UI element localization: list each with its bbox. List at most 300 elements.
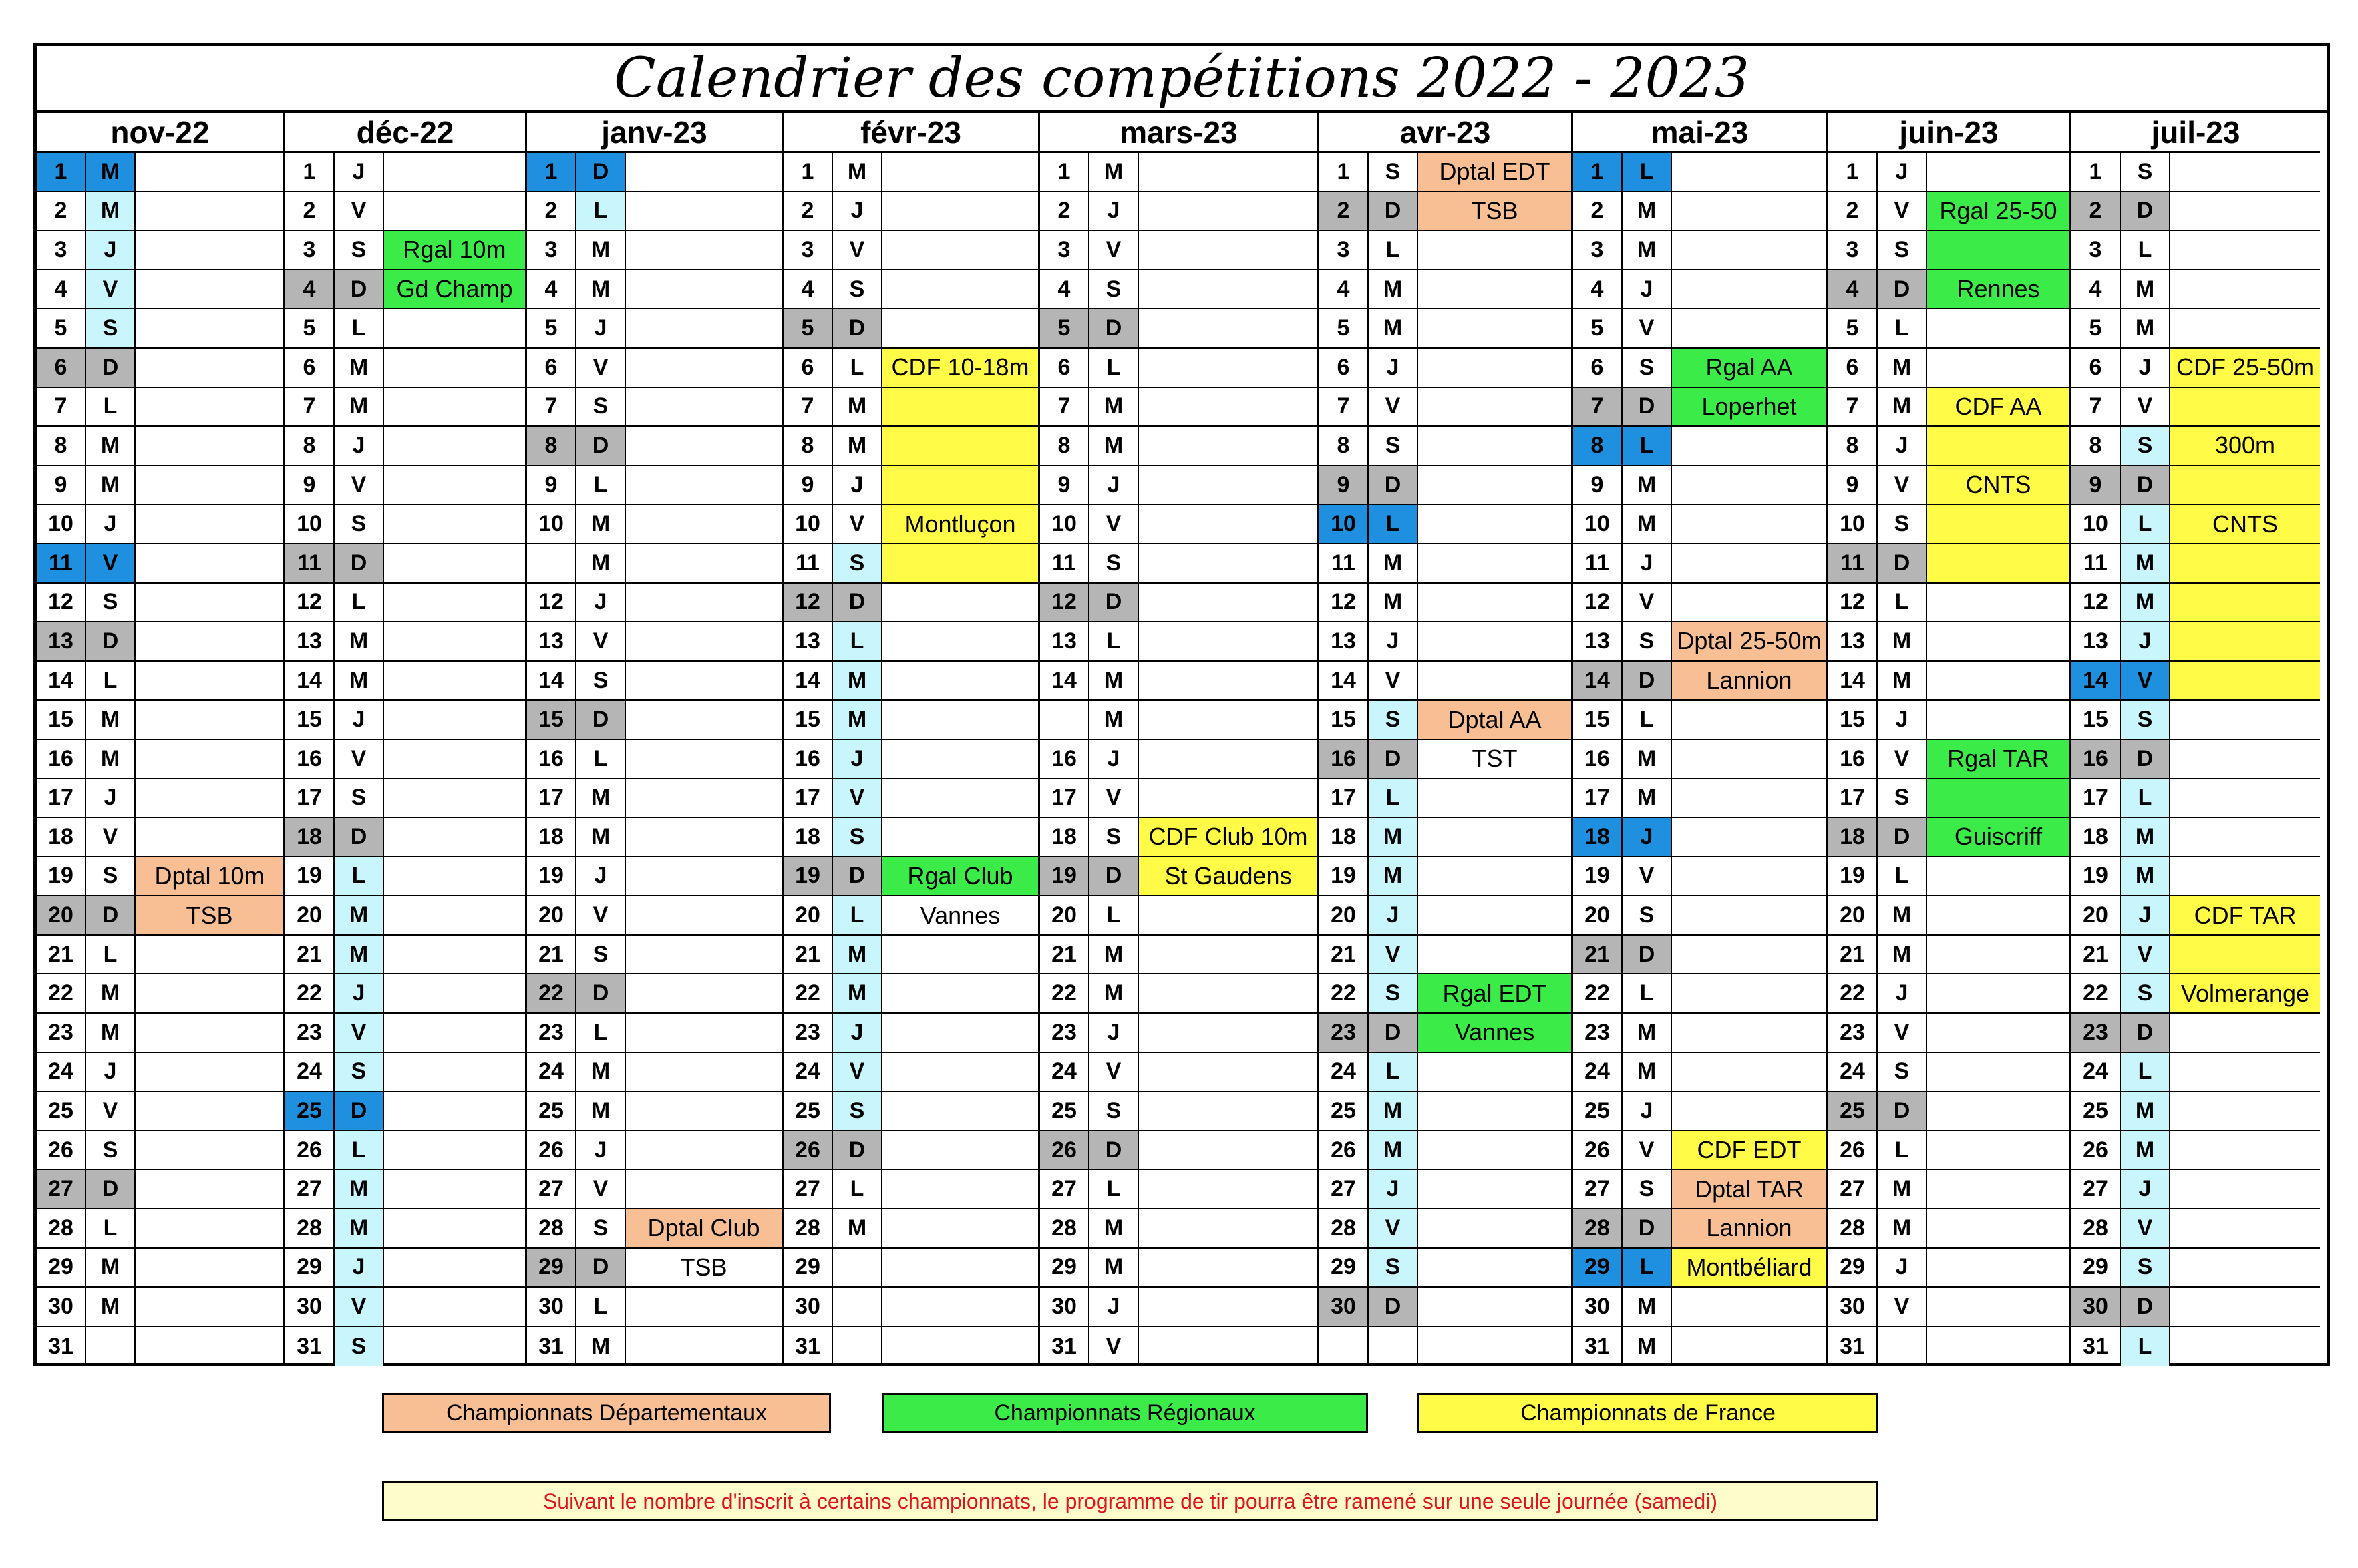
day-number: 31 xyxy=(1573,1327,1623,1366)
day-row xyxy=(527,1014,782,1053)
day-row xyxy=(1573,231,1826,270)
event-cell: CDF EDT xyxy=(1672,1131,1826,1169)
day-row xyxy=(285,309,525,349)
day-number: 18 xyxy=(1040,818,1089,856)
day-row xyxy=(527,936,782,975)
weekday: L xyxy=(576,1014,626,1052)
day-number: 20 xyxy=(1573,896,1623,934)
weekday: V xyxy=(86,818,136,856)
event-cell xyxy=(1672,701,1826,739)
day-number: 19 xyxy=(1573,857,1623,896)
day-number: 14 xyxy=(1573,662,1623,700)
event-cell xyxy=(384,818,525,856)
day-number: 20 xyxy=(784,896,833,934)
day-row xyxy=(1828,662,2069,701)
weekday: L xyxy=(1878,857,1927,896)
day-row xyxy=(1319,1131,1571,1171)
day-row xyxy=(1319,1170,1571,1209)
weekday: M xyxy=(2121,544,2170,582)
event-cell xyxy=(626,388,782,426)
weekday: J xyxy=(1623,1092,1672,1130)
weekday: V xyxy=(2121,388,2170,426)
day-row xyxy=(784,936,1038,975)
day-number: 10 xyxy=(1040,505,1089,543)
day-row xyxy=(1040,1014,1317,1053)
day-row xyxy=(2071,818,2320,857)
weekday: S xyxy=(2121,701,2170,739)
day-number: 12 xyxy=(1040,584,1089,622)
event-cell xyxy=(1927,974,2069,1012)
weekday: S xyxy=(576,1209,626,1247)
day-number: 31 xyxy=(1828,1327,1878,1366)
weekday: J xyxy=(2121,896,2170,934)
event-cell xyxy=(626,270,782,309)
day-number: 5 xyxy=(285,309,335,347)
day-number: 21 xyxy=(527,936,576,974)
event-cell xyxy=(882,1014,1038,1052)
event-cell xyxy=(1139,270,1317,309)
weekday: L xyxy=(576,1288,626,1326)
day-row xyxy=(1319,270,1571,310)
day-number: 28 xyxy=(1319,1209,1369,1247)
day-number: 8 xyxy=(1319,427,1369,465)
day-row xyxy=(784,1053,1038,1093)
day-number: 11 xyxy=(784,544,833,582)
weekday: M xyxy=(335,662,384,700)
weekday: D xyxy=(335,270,384,309)
day-number: 8 xyxy=(1040,427,1089,465)
event-cell xyxy=(1418,349,1571,387)
day-row xyxy=(1040,1092,1317,1131)
event-cell xyxy=(384,349,525,387)
weekday: M xyxy=(1623,1014,1672,1052)
event-cell xyxy=(2170,1014,2320,1052)
event-cell xyxy=(1139,505,1317,543)
event-cell xyxy=(384,1131,525,1169)
day-row xyxy=(784,231,1038,270)
weekday: M xyxy=(1369,544,1418,582)
event-cell xyxy=(1418,544,1571,582)
event-cell xyxy=(136,1327,283,1366)
weekday: D xyxy=(576,974,626,1012)
day-row xyxy=(784,701,1038,740)
day-number: 21 xyxy=(784,936,833,974)
event-cell xyxy=(882,466,1038,504)
day-number: 20 xyxy=(527,896,576,934)
day-row xyxy=(1040,701,1317,740)
day-row xyxy=(1040,544,1317,584)
day-row xyxy=(37,1131,283,1171)
day-number: 27 xyxy=(1828,1170,1878,1208)
weekday: L xyxy=(1878,309,1927,347)
day-number: 5 xyxy=(784,309,833,347)
day-row xyxy=(37,974,283,1014)
event-cell xyxy=(626,427,782,465)
weekday: M xyxy=(1623,1327,1672,1366)
day-number: 21 xyxy=(2071,936,2121,974)
weekday: S xyxy=(1369,974,1418,1012)
weekday: S xyxy=(2121,974,2170,1012)
weekday: L xyxy=(1369,779,1418,817)
day-number: 7 xyxy=(1040,388,1089,426)
day-number: 28 xyxy=(2071,1209,2121,1247)
day-row xyxy=(1828,896,2069,936)
day-number: 2 xyxy=(1573,192,1623,230)
day-row xyxy=(285,231,525,270)
weekday: M xyxy=(1878,388,1927,426)
event-cell xyxy=(136,1014,283,1052)
day-number: 17 xyxy=(1040,779,1089,817)
weekday: M xyxy=(1369,584,1418,622)
weekday: L xyxy=(335,857,384,896)
day-number: 20 xyxy=(1040,896,1089,934)
day-number: 19 xyxy=(1828,857,1878,896)
day-number: 7 xyxy=(784,388,833,426)
event-cell xyxy=(136,192,283,230)
weekday: V xyxy=(1878,740,1927,778)
day-row xyxy=(2071,1053,2320,1093)
weekday: M xyxy=(576,818,626,856)
weekday: M xyxy=(86,740,136,778)
day-row xyxy=(1573,701,1826,740)
weekday: D xyxy=(335,1092,384,1130)
day-number: 24 xyxy=(1828,1053,1878,1091)
day-row xyxy=(37,818,283,857)
event-cell xyxy=(882,1170,1038,1208)
day-number: 1 xyxy=(1828,153,1878,191)
weekday: L xyxy=(86,936,136,974)
day-row xyxy=(1040,153,1317,192)
day-number: 27 xyxy=(1573,1170,1623,1208)
event-cell xyxy=(1139,349,1317,387)
day-number: 14 xyxy=(1040,662,1089,700)
event-cell: Rennes xyxy=(1927,270,2069,309)
weekday: M xyxy=(833,701,882,739)
event-cell xyxy=(136,388,283,426)
day-row xyxy=(1040,974,1317,1014)
day-number: 23 xyxy=(2071,1014,2121,1052)
event-cell xyxy=(1418,505,1571,543)
day-number: 21 xyxy=(1040,936,1089,974)
event-cell xyxy=(882,779,1038,817)
day-row xyxy=(784,622,1038,662)
event-cell: Dptal Club xyxy=(626,1209,782,1247)
event-cell xyxy=(1927,857,2069,896)
day-row xyxy=(1828,505,2069,544)
day-number: 23 xyxy=(1573,1014,1623,1052)
day-row xyxy=(1319,857,1571,897)
day-row xyxy=(1828,1131,2069,1171)
event-cell xyxy=(384,544,525,582)
day-number: 7 xyxy=(285,388,335,426)
weekday: M xyxy=(833,153,882,191)
day-row xyxy=(1828,1014,2069,1053)
weekday: J xyxy=(833,192,882,230)
day-row xyxy=(784,896,1038,936)
weekday: L xyxy=(576,466,626,504)
day-number: 1 xyxy=(784,153,833,191)
event-cell xyxy=(1927,309,2069,347)
weekday: M xyxy=(576,270,626,309)
event-cell xyxy=(384,1014,525,1052)
day-number: 4 xyxy=(527,270,576,309)
day-number: 23 xyxy=(1319,1014,1369,1052)
weekday: M xyxy=(833,388,882,426)
event-cell xyxy=(384,1209,525,1247)
day-number: 12 xyxy=(1319,584,1369,622)
weekday: M xyxy=(833,1209,882,1247)
day-number: 3 xyxy=(285,231,335,269)
day-number: 10 xyxy=(2071,505,2121,543)
day-row xyxy=(1573,349,1826,388)
day-row xyxy=(37,388,283,427)
event-cell xyxy=(2170,936,2320,974)
event-cell: Rgal AA xyxy=(1672,349,1826,387)
day-row xyxy=(1319,622,1571,662)
event-cell: Loperhet xyxy=(1672,388,1826,426)
day-number: 6 xyxy=(37,349,86,387)
day-number: 5 xyxy=(1319,309,1369,347)
event-cell xyxy=(1139,544,1317,582)
day-number: 9 xyxy=(2071,466,2121,504)
weekday: L xyxy=(1369,1053,1418,1091)
event-cell xyxy=(136,936,283,974)
month-header: juil-23 xyxy=(2071,113,2320,153)
day-row xyxy=(1573,584,1826,623)
weekday: L xyxy=(1623,1249,1672,1287)
day-number: 1 xyxy=(1319,153,1369,191)
day-number: 16 xyxy=(1573,740,1623,778)
day-number: 15 xyxy=(527,701,576,739)
event-cell xyxy=(1139,309,1317,347)
weekday: S xyxy=(335,1327,384,1366)
day-number: 28 xyxy=(1573,1209,1623,1247)
day-number: 22 xyxy=(37,974,86,1012)
day-number: 4 xyxy=(285,270,335,309)
day-number: 8 xyxy=(37,427,86,465)
day-row xyxy=(1040,936,1317,975)
day-number: 7 xyxy=(2071,388,2121,426)
weekday: D xyxy=(576,153,626,191)
event-cell xyxy=(882,1092,1038,1130)
event-cell xyxy=(1418,1053,1571,1091)
weekday: V xyxy=(576,1170,626,1208)
event-cell xyxy=(1418,584,1571,622)
day-number: 6 xyxy=(1573,349,1623,387)
weekday: J xyxy=(833,466,882,504)
weekday: S xyxy=(833,1092,882,1130)
day-number: 19 xyxy=(1319,857,1369,896)
day-row xyxy=(1040,1131,1317,1171)
day-number: 30 xyxy=(527,1288,576,1326)
day-row xyxy=(1828,192,2069,232)
month-column xyxy=(1828,113,2071,1366)
day-row xyxy=(37,505,283,544)
day-number: 30 xyxy=(285,1288,335,1326)
day-number: 8 xyxy=(285,427,335,465)
day-row xyxy=(285,1249,525,1288)
day-number: 25 xyxy=(37,1092,86,1130)
weekday: J xyxy=(1369,896,1418,934)
weekday: V xyxy=(1878,1288,1927,1326)
day-row xyxy=(285,896,525,936)
day-number: 17 xyxy=(1828,779,1878,817)
event-cell xyxy=(1418,1249,1571,1287)
weekday: M xyxy=(86,1288,136,1326)
day-row xyxy=(1573,388,1826,427)
weekday: M xyxy=(576,1053,626,1091)
day-number: 24 xyxy=(784,1053,833,1091)
weekday: V xyxy=(86,544,136,582)
event-cell xyxy=(1139,662,1317,700)
day-number: 6 xyxy=(285,349,335,387)
day-row xyxy=(2071,309,2320,349)
event-cell xyxy=(1672,192,1826,230)
day-number: 3 xyxy=(1040,231,1089,269)
weekday: L xyxy=(1878,584,1927,622)
event-cell xyxy=(1139,466,1317,504)
day-row xyxy=(784,974,1038,1014)
day-row xyxy=(1573,936,1826,975)
day-number: 16 xyxy=(1040,740,1089,778)
weekday: V xyxy=(576,896,626,934)
day-row xyxy=(1040,388,1317,427)
day-row xyxy=(527,1170,782,1209)
day-row xyxy=(527,1053,782,1093)
weekday: M xyxy=(1623,1053,1672,1091)
day-number: 3 xyxy=(2071,231,2121,269)
weekday: M xyxy=(1623,1288,1672,1326)
day-number: 8 xyxy=(1573,427,1623,465)
day-number: 31 xyxy=(1040,1327,1089,1366)
event-cell xyxy=(2170,1131,2320,1169)
weekday: M xyxy=(335,388,384,426)
month-header: nov-22 xyxy=(37,113,283,153)
weekday: J xyxy=(335,701,384,739)
day-row xyxy=(1319,1288,1571,1327)
weekday: D xyxy=(2121,1288,2170,1326)
day-number: 3 xyxy=(1573,231,1623,269)
event-cell xyxy=(1927,701,2069,739)
weekday: D xyxy=(1623,388,1672,426)
weekday: V xyxy=(1369,388,1418,426)
day-number: 20 xyxy=(2071,896,2121,934)
weekday: M xyxy=(1623,740,1672,778)
day-number: 17 xyxy=(784,779,833,817)
weekday: L xyxy=(833,1170,882,1208)
day-row xyxy=(285,701,525,740)
day-row xyxy=(37,466,283,506)
event-cell xyxy=(136,427,283,465)
day-row xyxy=(784,427,1038,466)
day-row xyxy=(527,974,782,1014)
weekday: M xyxy=(1089,701,1139,739)
day-row xyxy=(1828,153,2069,192)
day-number: 16 xyxy=(1319,740,1369,778)
day-row xyxy=(1319,1249,1571,1288)
day-number: 27 xyxy=(2071,1170,2121,1208)
event-cell xyxy=(882,309,1038,347)
day-number: 13 xyxy=(285,622,335,660)
day-row xyxy=(1319,1209,1571,1249)
weekday: S xyxy=(1089,818,1139,856)
day-number xyxy=(1040,701,1089,739)
day-row xyxy=(1040,1327,1317,1366)
event-cell: Dptal AA xyxy=(1418,701,1571,739)
weekday: V xyxy=(1623,584,1672,622)
day-row xyxy=(527,584,782,623)
month-column xyxy=(1573,113,1828,1366)
event-cell xyxy=(1139,1327,1317,1366)
weekday: S xyxy=(833,544,882,582)
weekday: L xyxy=(335,309,384,347)
event-cell xyxy=(2170,740,2320,778)
day-number: 6 xyxy=(1828,349,1878,387)
event-cell: Rgal 25-50 xyxy=(1927,192,2069,230)
event-cell xyxy=(1927,936,2069,974)
day-row xyxy=(37,427,283,466)
weekday: D xyxy=(1369,740,1418,778)
day-row xyxy=(37,1209,283,1249)
event-cell xyxy=(2170,544,2320,582)
weekday: M xyxy=(833,427,882,465)
event-cell xyxy=(1672,544,1826,582)
event-cell xyxy=(384,153,525,191)
day-number: 5 xyxy=(1040,309,1089,347)
event-cell xyxy=(626,1288,782,1326)
day-number: 30 xyxy=(1573,1288,1623,1326)
weekday: M xyxy=(335,936,384,974)
day-number: 7 xyxy=(37,388,86,426)
day-number: 15 xyxy=(2071,701,2121,739)
day-number: 2 xyxy=(37,192,86,230)
day-row xyxy=(784,1131,1038,1171)
day-number: 25 xyxy=(784,1092,833,1130)
day-row xyxy=(1040,1209,1317,1249)
weekday: M xyxy=(1878,896,1927,934)
event-cell xyxy=(136,231,283,269)
event-cell xyxy=(2170,388,2320,426)
day-number: 11 xyxy=(1040,544,1089,582)
day-row xyxy=(1319,584,1571,623)
event-cell xyxy=(384,309,525,347)
event-cell xyxy=(882,388,1038,426)
event-cell xyxy=(2170,192,2320,230)
day-number: 17 xyxy=(1573,779,1623,817)
weekday: J xyxy=(1623,818,1672,856)
weekday: L xyxy=(1369,231,1418,269)
day-row xyxy=(2071,974,2320,1014)
event-cell xyxy=(384,1170,525,1208)
day-row xyxy=(2071,584,2320,623)
event-cell xyxy=(626,936,782,974)
weekday: D xyxy=(576,427,626,465)
day-number: 23 xyxy=(1040,1014,1089,1052)
weekday: M xyxy=(1369,270,1418,309)
event-cell xyxy=(626,1092,782,1130)
weekday: M xyxy=(1369,857,1418,896)
day-number: 19 xyxy=(1040,857,1089,896)
event-cell: Guiscriff xyxy=(1927,818,2069,856)
day-row xyxy=(2071,388,2320,427)
day-number: 23 xyxy=(37,1014,86,1052)
day-row xyxy=(784,1209,1038,1249)
weekday: J xyxy=(576,1131,626,1169)
day-number: 15 xyxy=(1828,701,1878,739)
day-row xyxy=(37,544,283,584)
day-row xyxy=(1319,1327,1571,1366)
day-row xyxy=(527,662,782,701)
